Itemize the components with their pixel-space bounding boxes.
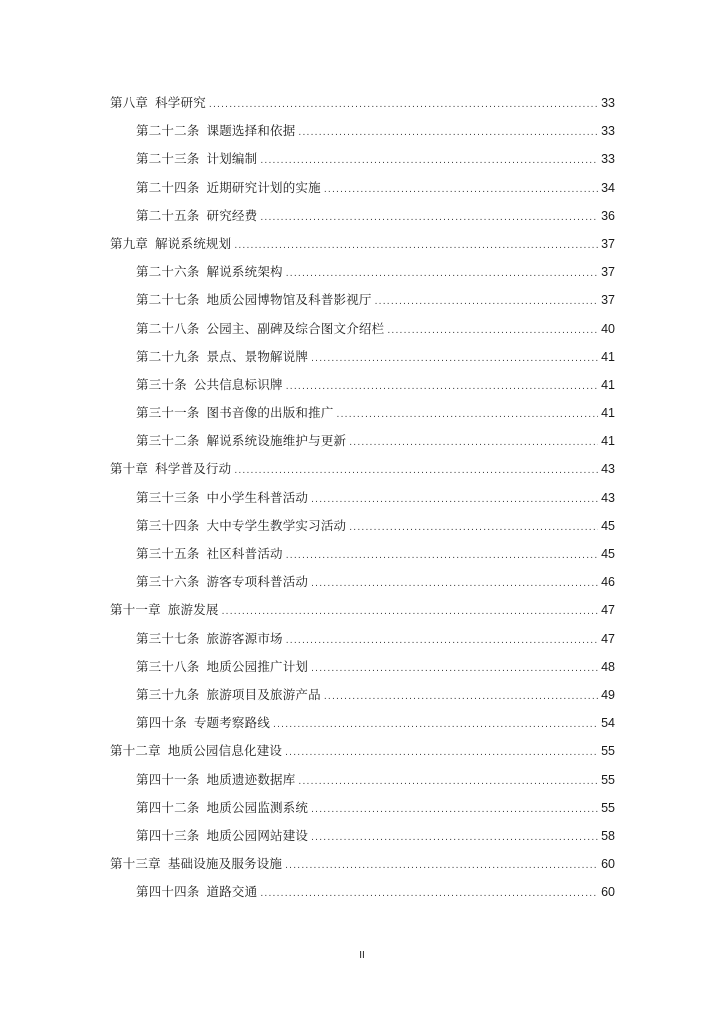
toc-entry-title: 社区科普活动 (206, 546, 283, 561)
toc-entry-title: 解说系统规划 (155, 235, 232, 251)
toc-entry-title: 计划编制 (206, 151, 258, 167)
toc-chapter-entry[interactable] (110, 455, 615, 483)
toc-dot-leader (222, 598, 598, 626)
toc-dot-leader (260, 880, 598, 908)
toc-page-number: 34 (601, 180, 615, 195)
toc-entry-title: 中小学生科普活动 (206, 489, 309, 505)
toc-entry-title: 专题考察路线 (193, 715, 271, 731)
toc-entry-label (110, 89, 206, 117)
toc-page-number: 47 (601, 603, 615, 618)
toc-entry-title: 景点、景物解说牌 (206, 348, 309, 364)
toc-entry-number: 第二十五条 (136, 207, 200, 223)
toc-entry-title: 近期研究计划的实施 (206, 179, 321, 195)
toc-entry-number: 第三十四条 (136, 517, 200, 533)
toc-entry-label (110, 737, 282, 765)
toc-entry-number: 第四十三条 (136, 827, 200, 843)
toc-entry-label (136, 568, 308, 596)
toc-entry-label (110, 596, 219, 624)
toc-entry-title: 地质公园网站建设 (206, 827, 309, 843)
toc-article-entry[interactable] (110, 117, 615, 145)
toc-entry-label (136, 343, 308, 371)
toc-dot-leader (311, 345, 598, 373)
toc-dot-leader (234, 457, 598, 485)
toc-dot-leader (387, 317, 598, 345)
toc-article-entry[interactable] (110, 878, 615, 906)
toc-dot-leader (286, 373, 598, 401)
toc-page-number: 48 (601, 659, 615, 674)
toc-entry-title: 游客专项科普活动 (206, 574, 309, 590)
toc-page-number: 37 (601, 265, 615, 280)
toc-entry-label (136, 145, 257, 173)
toc-dot-leader (298, 119, 598, 147)
toc-page-number: 47 (601, 631, 615, 646)
toc-page-number: 40 (601, 321, 615, 336)
toc-entry-title: 解说系统架构 (206, 264, 283, 280)
toc-entry-label (136, 371, 283, 399)
toc-page-number: 41 (601, 406, 615, 421)
toc-dot-leader (311, 486, 598, 514)
toc-entry-number: 第十章 (110, 461, 149, 477)
toc-entry-number: 第三十七条 (136, 630, 200, 646)
toc-entry-title: 研究经费 (206, 207, 258, 223)
toc-article-entry[interactable] (110, 399, 615, 427)
toc-article-entry[interactable] (110, 625, 615, 653)
toc-article-entry[interactable] (110, 653, 615, 681)
toc-dot-leader (311, 824, 598, 852)
toc-entry-title: 地质公园信息化建设 (167, 743, 283, 759)
toc-dot-leader (324, 683, 598, 711)
toc-entry-title: 旅游客源市场 (206, 630, 283, 646)
toc-entry-title: 基础设施及服务设施 (167, 856, 283, 872)
toc-entry-title: 科学普及行动 (155, 461, 232, 477)
toc-entry-number: 第三十二条 (136, 433, 200, 449)
toc-entry-number: 第二十九条 (136, 348, 200, 364)
page-number: II (359, 950, 365, 961)
toc-entry-label (136, 484, 308, 512)
toc-dot-leader (349, 514, 598, 542)
toc-dot-leader (311, 655, 598, 683)
toc-page-number: 58 (601, 828, 615, 843)
toc-page-number: 37 (601, 293, 615, 308)
toc-article-entry[interactable] (110, 794, 615, 822)
toc-dot-leader (260, 147, 598, 175)
toc-entry-number: 第三十三条 (136, 489, 200, 505)
toc-dot-leader (324, 176, 598, 204)
toc-article-entry[interactable] (110, 427, 615, 455)
toc-dot-leader (375, 288, 598, 316)
toc-entry-number: 第九章 (110, 235, 149, 251)
toc-page-number: 60 (601, 857, 615, 872)
toc-entry-label (136, 681, 321, 709)
toc-article-entry[interactable] (110, 286, 615, 314)
toc-entry-title: 地质公园博物馆及科普影视厅 (206, 292, 372, 308)
toc-entry-title: 课题选择和依据 (206, 123, 296, 139)
toc-article-entry[interactable] (110, 512, 615, 540)
toc-page-number: 36 (601, 208, 615, 223)
toc-entry-title: 旅游项目及旅游产品 (206, 686, 321, 702)
toc-chapter-entry[interactable] (110, 89, 615, 117)
toc-entry-title: 公共信息标识牌 (193, 376, 283, 392)
toc-page-number: 43 (601, 490, 615, 505)
toc-entry-number: 第二十七条 (136, 292, 200, 308)
toc-entry-label (136, 286, 372, 314)
toc-entry-label (136, 709, 270, 737)
toc-article-entry[interactable] (110, 202, 615, 230)
toc-dot-leader (234, 232, 598, 260)
toc-page-number: 33 (601, 152, 615, 167)
toc-entry-label (136, 427, 346, 455)
toc-entry-title: 地质遗迹数据库 (206, 771, 296, 787)
toc-entry-number: 第三十九条 (136, 686, 200, 702)
toc-chapter-entry[interactable] (110, 596, 615, 624)
toc-entry-number: 第四十二条 (136, 799, 200, 815)
toc-entry-title: 地质公园监测系统 (206, 799, 309, 815)
toc-entry-label (136, 625, 283, 653)
toc-entry-number: 第二十八条 (136, 320, 200, 336)
toc-page-number: 45 (601, 518, 615, 533)
toc-chapter-entry[interactable] (110, 230, 615, 258)
toc-entry-label (136, 117, 295, 145)
toc-entry-label (136, 794, 308, 822)
table-of-contents (110, 89, 615, 906)
toc-dot-leader (349, 429, 598, 457)
toc-entry-number: 第十一章 (110, 602, 161, 618)
toc-chapter-entry[interactable] (110, 737, 615, 765)
toc-entry-title: 地质公园推广计划 (206, 658, 309, 674)
toc-entry-title: 科学研究 (155, 95, 206, 110)
toc-page-number: 33 (601, 96, 615, 110)
toc-article-entry[interactable] (110, 484, 615, 512)
toc-entry-number: 第三十一条 (136, 405, 200, 421)
toc-entry-title: 解说系统设施维护与更新 (206, 433, 347, 449)
toc-entry-label (110, 850, 282, 878)
toc-entry-number: 第四十一条 (136, 771, 200, 787)
toc-page-number: 55 (601, 772, 615, 787)
toc-article-entry[interactable] (110, 145, 615, 173)
toc-page-number: 43 (601, 462, 615, 477)
toc-entry-title: 道路交通 (206, 884, 258, 900)
toc-page-number: 41 (601, 377, 615, 392)
toc-entry-number: 第三十条 (136, 376, 187, 392)
toc-article-entry[interactable] (110, 258, 615, 286)
toc-dot-leader (273, 711, 598, 739)
toc-entry-number: 第十三章 (110, 856, 161, 872)
toc-article-entry[interactable] (110, 540, 615, 568)
toc-entry-label (136, 258, 283, 286)
toc-dot-leader (311, 796, 598, 824)
toc-page-number: 37 (601, 236, 615, 251)
toc-entry-label (136, 174, 321, 202)
toc-article-entry[interactable] (110, 174, 615, 202)
toc-dot-leader (286, 260, 598, 288)
toc-entry-label (136, 653, 308, 681)
toc-page-number: 45 (601, 547, 615, 561)
toc-entry-label (110, 455, 231, 483)
toc-dot-leader (209, 91, 598, 119)
toc-entry-number: 第二十三条 (136, 151, 200, 167)
toc-entry-number: 第四十条 (136, 715, 187, 731)
toc-page-number: 55 (601, 744, 615, 759)
toc-dot-leader (286, 542, 598, 570)
toc-entry-number: 第三十八条 (136, 658, 200, 674)
toc-page-number: 33 (601, 124, 615, 139)
toc-page-number: 41 (601, 434, 615, 449)
toc-entry-number: 第八章 (110, 95, 149, 110)
toc-dot-leader (311, 570, 598, 598)
toc-entry-label (136, 766, 295, 794)
toc-page-number: 60 (601, 885, 615, 900)
toc-entry-number: 第三十六条 (136, 574, 200, 590)
toc-article-entry[interactable] (110, 681, 615, 709)
toc-page-number: 41 (601, 349, 615, 364)
toc-entry-number: 第十二章 (110, 743, 161, 759)
toc-dot-leader (337, 401, 599, 429)
toc-entry-title: 旅游发展 (167, 602, 219, 618)
toc-entry-label (136, 512, 346, 540)
toc-article-entry[interactable] (110, 568, 615, 596)
toc-entry-label (136, 822, 308, 850)
toc-entry-number: 第二十六条 (136, 264, 200, 280)
toc-entry-label (136, 540, 283, 568)
toc-entry-number: 第二十二条 (136, 123, 200, 139)
toc-article-entry[interactable] (110, 343, 615, 371)
toc-entry-title: 大中专学生教学实习活动 (206, 517, 347, 533)
toc-dot-leader (298, 768, 598, 796)
toc-entry-title: 公园主、副碑及综合图文介绍栏 (206, 320, 385, 336)
toc-entry-label (136, 878, 257, 906)
toc-entry-label (110, 230, 231, 258)
toc-page-number: 46 (601, 575, 615, 590)
toc-article-entry[interactable] (110, 315, 615, 343)
toc-dot-leader (286, 627, 598, 655)
toc-entry-number: 第二十四条 (136, 179, 200, 195)
toc-entry-number: 第三十五条 (136, 546, 200, 561)
toc-page-number: 49 (601, 687, 615, 702)
toc-article-entry[interactable] (110, 822, 615, 850)
toc-article-entry[interactable] (110, 709, 615, 737)
toc-article-entry[interactable] (110, 766, 615, 794)
toc-dot-leader (285, 739, 598, 767)
toc-entry-label (136, 202, 257, 230)
toc-entry-title: 图书音像的出版和推广 (206, 405, 334, 421)
toc-entry-label (136, 399, 334, 427)
toc-chapter-entry[interactable] (110, 850, 615, 878)
toc-dot-leader (285, 852, 598, 880)
toc-article-entry[interactable] (110, 371, 615, 399)
toc-entry-number: 第四十四条 (136, 884, 200, 900)
toc-dot-leader (260, 204, 598, 232)
toc-page-number: 54 (601, 716, 615, 731)
toc-entry-label (136, 315, 384, 343)
toc-page-number: 55 (601, 800, 615, 815)
